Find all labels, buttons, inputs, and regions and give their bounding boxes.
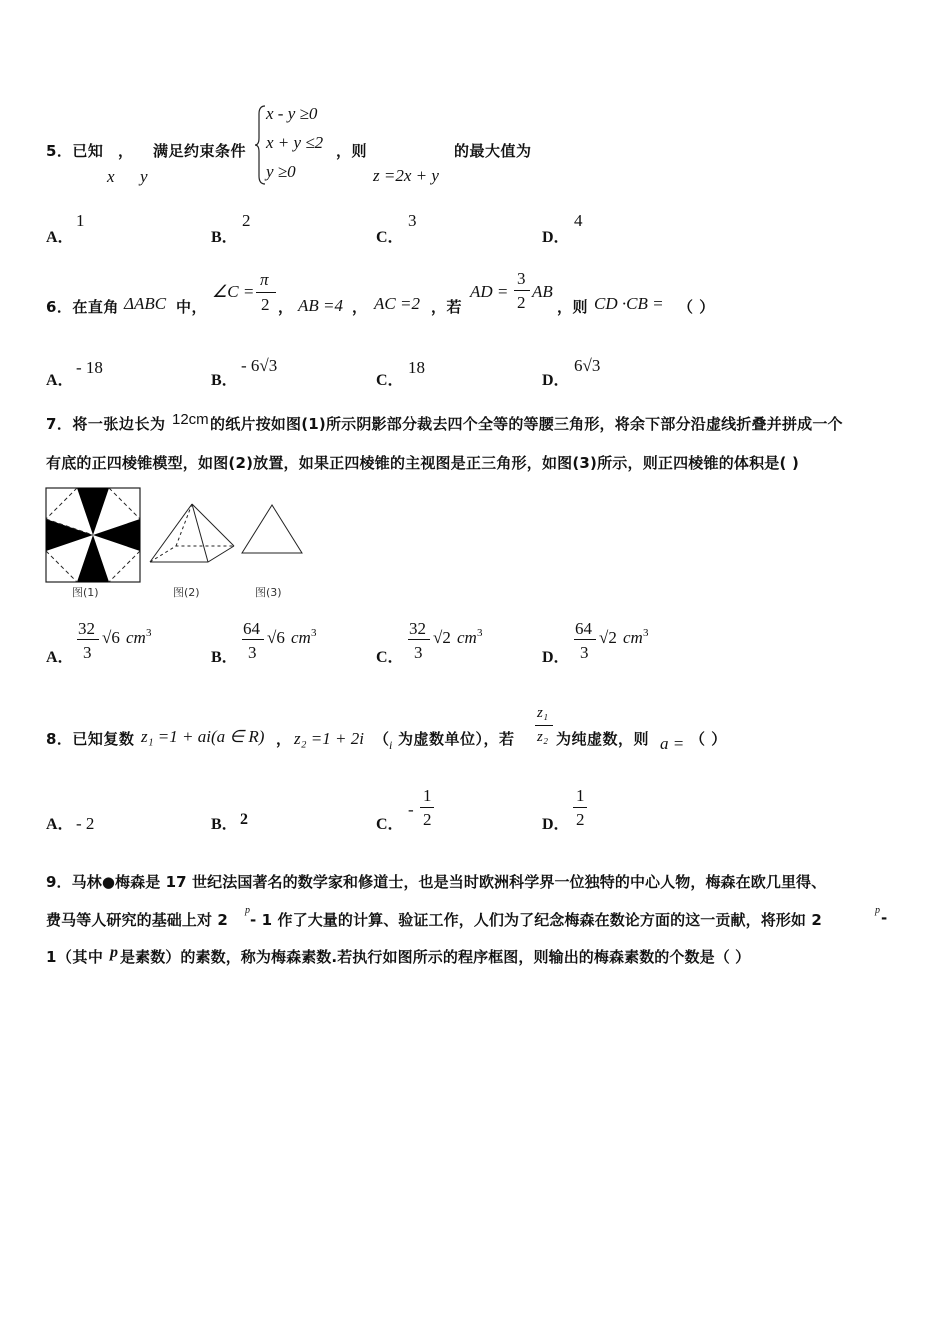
fig3-triangle: [242, 505, 302, 553]
q7-option-a-root: √6: [102, 628, 120, 647]
q7-option-a-unit: cm: [126, 628, 146, 647]
q8-z1: z₁ =1 + ai(a ∈ R): [141, 727, 265, 746]
q8-frac-den: z₂: [537, 729, 549, 745]
q7-side: 12cm: [172, 411, 209, 428]
q6-option-b-label: B．: [211, 372, 238, 389]
q6-ab: AB =4: [298, 296, 343, 315]
q5-mid: 满足约束条件: [153, 142, 247, 160]
q7-option-c-unit: cm: [457, 628, 477, 647]
q5-option-d-value: 4: [574, 211, 583, 230]
q6-ruo: ，若: [431, 298, 463, 316]
q6-option-b-value: - 6√3: [241, 356, 278, 375]
q9-line2-c: -: [881, 909, 888, 927]
q8-option-b-label: B．: [211, 816, 238, 833]
q8-frac-bar: [535, 725, 553, 726]
q5-option-b-label: B．: [211, 229, 238, 246]
q7-figure-2: [148, 502, 238, 564]
q7-option-a-label: A．: [46, 649, 74, 666]
q7-option-d-exp: 3: [643, 627, 649, 639]
q6-ad-den: 2: [517, 293, 526, 312]
q7-option-c-bar: [408, 639, 430, 640]
q6-option-c-value: 18: [408, 358, 425, 377]
q6-option-c-label: C．: [376, 372, 404, 389]
q6-triangle: ΔABC: [124, 294, 167, 313]
q6-ac: AC =2: [374, 294, 420, 313]
q5-comma: ，: [118, 142, 134, 160]
q6-zhong: 中，: [176, 298, 208, 316]
q8-option-a-label: A．: [46, 816, 74, 833]
q7-option-c-exp: 3: [477, 627, 483, 639]
q6-ad-lhs: AD =: [470, 282, 509, 301]
q8-paren-open: （: [374, 730, 390, 748]
q8-imag: 为虚数单位），若: [398, 730, 515, 748]
q6-option-a-value: - 18: [76, 358, 103, 377]
q7-option-d-root: √2: [599, 628, 617, 647]
q7-option-a-num: 32: [78, 619, 95, 638]
q5-var-x: x: [107, 167, 115, 186]
q8-paren: （ ）: [690, 730, 727, 748]
q6-prefix: 6．在直角: [46, 298, 119, 316]
q9-line2-a: 费马等人研究的基础上对 2: [46, 911, 228, 929]
q7-option-d-num: 64: [575, 619, 592, 638]
q7-line2: 有底的正四棱锥模型，如图(2)放置，如果正四棱锥的主视图是正三角形，如图(3)所示，则正四棱锥的体积是( ): [46, 454, 800, 472]
q7-option-d-bar: [574, 639, 596, 640]
q7-option-b-exp: 3: [311, 627, 317, 639]
q8-a-eq: a =: [660, 734, 685, 753]
q7-option-c-num: 32: [409, 619, 426, 638]
q8-option-c-label: C．: [376, 816, 404, 833]
q9-line2-b: - 1 作了大量的计算、验证工作，人们为了纪念梅森在数论方面的这一贡献，将形如 2: [250, 911, 822, 929]
q6-angle-lhs: ∠C =: [212, 282, 255, 301]
q7-option-a-bar: [77, 639, 99, 640]
q6-angle-bar: [256, 292, 276, 293]
q7-line1-a: 7．将一张边长为: [46, 415, 166, 433]
q6-ad-bar: [514, 290, 530, 291]
q8-option-d-den: 2: [576, 810, 585, 829]
fig2-edge-1: [150, 504, 192, 562]
q7-option-b-root: √6: [267, 628, 285, 647]
q5-option-d-label: D．: [542, 229, 570, 246]
q9-line3-b: 是素数）的素数，称为梅森素数.若执行如图所示的程序框图，则输出的梅森素数的个数是（ ）: [120, 948, 751, 966]
q5-var-y: y: [140, 167, 148, 186]
q5-option-a-value: 1: [76, 211, 85, 230]
q5-suffix: 的最大值为: [454, 142, 532, 160]
q8-prefix: 8．已知复数: [46, 730, 135, 748]
q6-option-d-value: 6√3: [574, 356, 601, 375]
q8-frac-num: z₁: [537, 705, 549, 721]
q7-option-c-den: 3: [414, 643, 423, 662]
q7-option-c-root: √2: [433, 628, 451, 647]
q8-z2: z₂ =1 + 2i: [294, 729, 364, 748]
q6-ad-rhs: AB: [532, 282, 553, 301]
q8-option-c-sign: -: [408, 800, 414, 819]
q9-line1: 9．马林●梅森是 17 世纪法国著名的数学家和修道士，也是当时欧洲科学界一位独特的中心人物，梅森在欧几里得、: [46, 873, 827, 891]
q9-line3-a: 1（其中: [46, 948, 104, 966]
q5-objective: z =2x + y: [373, 166, 439, 185]
q6-angle-den: 2: [261, 295, 270, 314]
q6-comma-1: ，: [278, 298, 294, 316]
q7-option-b-bar: [242, 639, 264, 640]
q7-fig2-caption: 图(2): [173, 586, 200, 599]
q7-option-b-unit: cm: [291, 628, 311, 647]
q5-then: ，则: [336, 142, 368, 160]
q7-fig1-caption: 图(1): [72, 586, 99, 599]
q5-option-c-label: C．: [376, 229, 404, 246]
q8-option-c-bar: [420, 807, 434, 808]
q6-ad-num: 3: [517, 269, 526, 288]
q9-line2-p2: p: [875, 905, 880, 916]
q8-option-b-value: 2: [240, 811, 248, 828]
q7-option-a-den: 3: [83, 643, 92, 662]
q7-figure-1: [45, 487, 141, 583]
q5-prefix: 5．已知: [46, 142, 104, 160]
q6-paren: （ ）: [678, 298, 715, 316]
q8-i: i: [389, 738, 393, 752]
q8-option-d-label: D．: [542, 816, 570, 833]
q8-option-d-num: 1: [576, 786, 585, 805]
q7-option-a-exp: 3: [146, 627, 152, 639]
q7-option-b-den: 3: [248, 643, 257, 662]
q6-angle-num: π: [260, 270, 269, 289]
q8-option-c-den: 2: [423, 810, 432, 829]
q6-option-d-label: D．: [542, 372, 570, 389]
q6-option-a-label: A．: [46, 372, 74, 389]
q7-fig3-caption: 图(3): [255, 586, 282, 599]
q7-option-c-label: C．: [376, 649, 404, 666]
q5-constraint-2: x + y ≤2: [266, 133, 324, 152]
q5-option-c-value: 3: [408, 211, 417, 230]
q8-pure: 为纯虚数，则: [556, 730, 650, 748]
q6-dot-product: CD ·CB =: [594, 294, 664, 313]
q8-option-d-bar: [573, 807, 587, 808]
q8-comma: ，: [276, 730, 292, 748]
q8-option-c-num: 1: [423, 786, 432, 805]
q6-comma-2: ，: [352, 298, 368, 316]
q7-option-d-unit: cm: [623, 628, 643, 647]
q8-option-a-value: - 2: [76, 814, 95, 833]
q9-line2-p: p: [245, 905, 250, 916]
q7-figure-3: [240, 503, 304, 555]
q5-option-a-label: A．: [46, 229, 74, 246]
q5-option-b-value: 2: [242, 211, 251, 230]
q6-ze: ，则: [557, 298, 589, 316]
q7-line1-b: 的纸片按如图(1)所示阴影部分裁去四个全等的等腰三角形，将余下部分沿虚线折叠并拼成一个: [210, 415, 843, 433]
q5-constraint-1: x - y ≥0: [266, 104, 318, 123]
q7-option-b-num: 64: [243, 619, 260, 638]
q9-line3-p: p: [110, 944, 118, 961]
q7-option-d-den: 3: [580, 643, 589, 662]
q5-constraint-3: y ≥0: [266, 162, 296, 181]
q7-option-d-label: D．: [542, 649, 570, 666]
q7-option-b-label: B．: [211, 649, 238, 666]
